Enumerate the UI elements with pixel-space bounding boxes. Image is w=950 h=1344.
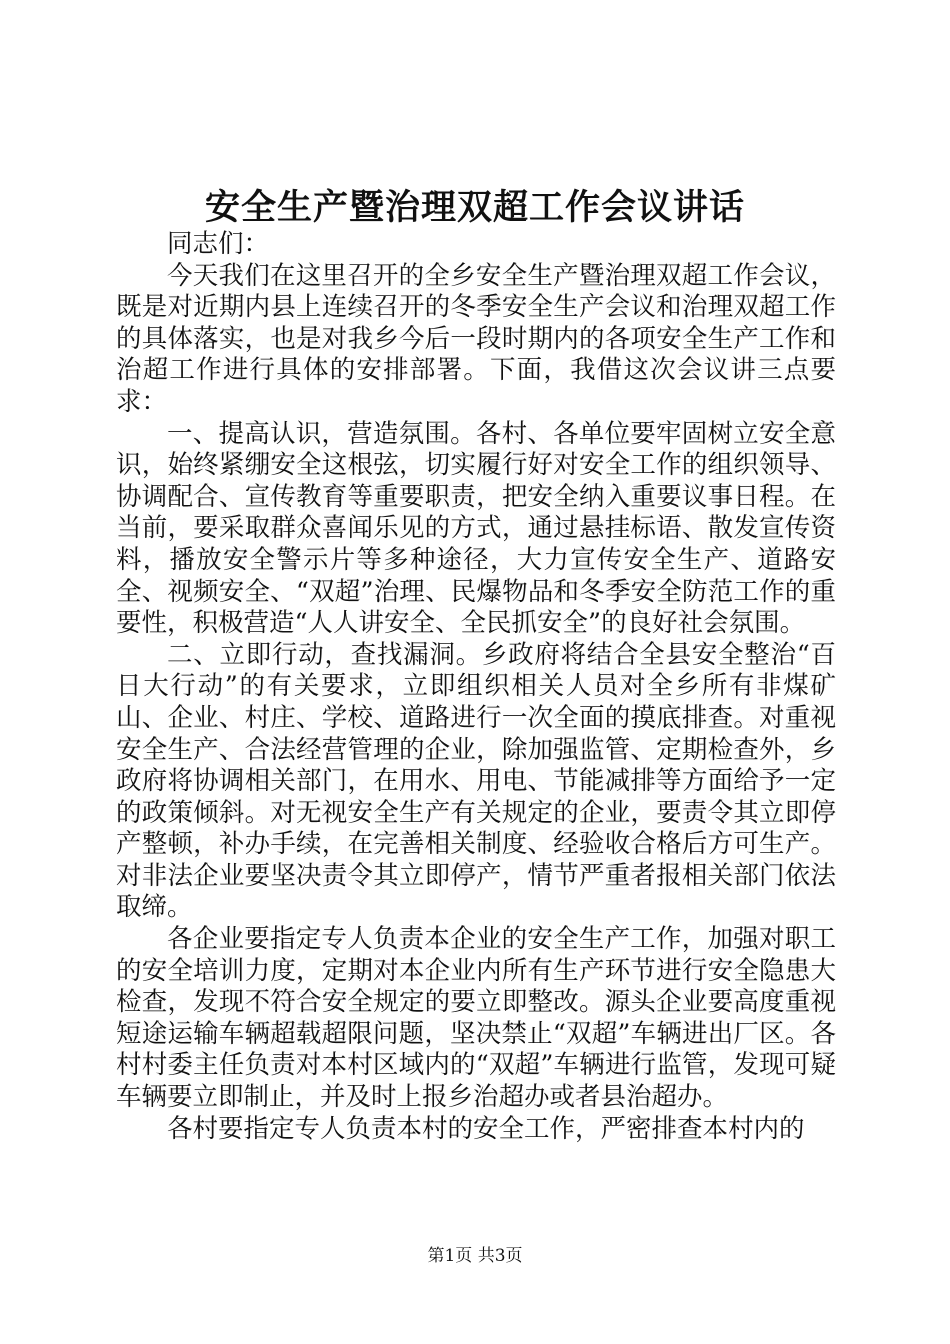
document-body: [116, 229, 836, 1145]
paragraph-villages: 各村要指定专人负责本村的安全工作，严密排查本村内的: [167, 1113, 805, 1144]
paragraph-point-two: 二、立即行动，查找漏洞。乡政府将结合全县安全整治“百日大行动”的有关要求，立即组织相关人员对全乡所有非煤矿山、企业、村庄、学校、道路进行一次全面的摸底排查。对重视安全生产、合法经营管理的企业，除加强监管、定期检查外，乡政府将协调相关部门，在用水、用电、节能减排等方面给予一定的政策倾斜。对无视安全生产有关规定的企业，要责令其立即停产整顿，补办手续，在完善相关制度、经验收合格后方可生产。对非法企业要坚决责令其立即停产，情节严重者报相关部门依法取缔。: [116, 639, 836, 923]
page-footer: 第1页 共3页: [427, 1246, 523, 1266]
salutation: 同志们：: [167, 229, 270, 259]
document-title: 安全生产暨治理双超工作会议讲话: [204, 187, 745, 228]
paragraph-point-one: 一、提高认识，营造氛围。各村、各单位要牢固树立安全意识，始终紧绷安全这根弦，切实履行好对安全工作的组织领导、协调配合、宣传教育等重要职责，把安全纳入重要议事日程。在当前，要采取群众喜闻乐见的方式，通过悬挂标语、散发宣传资料，播放安全警示片等多种途径，大力宣传安全生产、道路安全、视频安全、“双超”治理、民爆物品和冬季安全防范工作的重要性，积极营造“人人讲安全、全民抓安全”的良好社会氛围。: [116, 418, 836, 639]
paragraph-intro: 今天我们在这里召开的全乡安全生产暨治理双超工作会议，既是对近期内县上连续召开的冬季安全生产会议和治理双超工作的具体落实，也是对我乡今后一段时期内的各项安全生产工作和治超工作进行具体的安排部署。下面，我借这次会议讲三点要求：: [116, 260, 836, 417]
paragraph-enterprises: 各企业要指定专人负责本企业的安全生产工作，加强对职工的安全培训力度，定期对本企业内所有生产环节进行安全隐患大检查，发现不符合安全规定的要立即整改。源头企业要高度重视短途运输车辆超载超限问题，坚决禁止“双超”车辆进出厂区。各村村委主任负责对本村区域内的“双超”车辆进行监管，发现可疑车辆要立即制止，并及时上报乡治超办或者县治超办。: [116, 924, 836, 1113]
